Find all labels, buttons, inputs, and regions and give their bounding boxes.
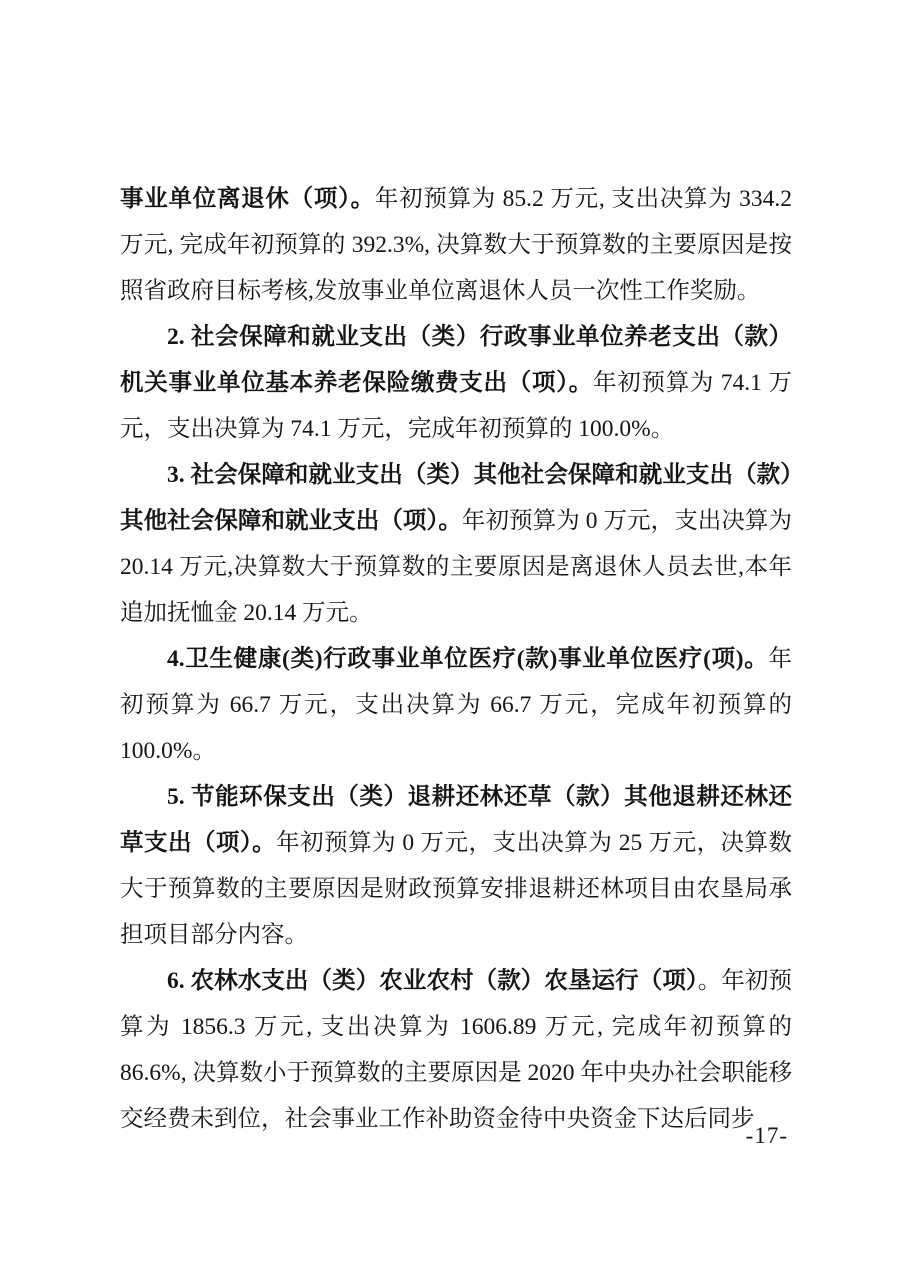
budget-item-paragraph — [120, 176, 792, 314]
item-heading-text: 5. 节能环保支出（类）退耕还林还草（款）其他退耕还林还草支出（项）。 — [120, 784, 792, 856]
item-description-text: 年初预算为 85.2 万元, 支出决算为 334.2 万元, 完成年初预算的 392.3%, 决算数大于预算数的主要原因是按照省政府目标考核,发放事业单位离退休人员一次性工作奖励。 — [120, 186, 793, 304]
item-description-text: 年初预算为 74.1 万元，支出决算为 74.1 万元，完成年初预算的 100.0%。 — [120, 370, 793, 442]
item-heading-text: 6. 农林水支出（类）农业农村（款）农垦运行（项） — [167, 968, 698, 994]
page-number: -17- — [745, 1123, 788, 1148]
item-description-text: 年初预算为 0 万元，支出决算为 25 万元，决算数大于预算数的主要原因是财政预算安排退耕还林项目由农垦局承担项目部分内容。 — [120, 830, 793, 948]
item-heading-text: 事业单位离退休（项）。 — [120, 186, 375, 212]
item-heading-text: 3. 社会保障和就业支出（类）其他社会保障和就业支出（款）其他社会保障和就业支出（项）。 — [120, 462, 792, 534]
budget-item-paragraph — [120, 452, 792, 636]
document-body — [120, 176, 792, 1142]
item-description-text: 年初预算为 0 万元，支出决算为 20.14 万元,决算数大于预算数的主要原因是离退休人员去世,本年追加抚恤金 20.14 万元。 — [120, 508, 793, 626]
budget-item-paragraph — [120, 774, 792, 958]
item-heading-text: 4.卫生健康(类)行政事业单位医疗(款)事业单位医疗(项)。 — [167, 646, 769, 672]
item-description-text: 。年初预算为 1856.3 万元, 支出决算为 1606.89 万元, 完成年初预算的 86.6%, 决算数小于预算数的主要原因是 2020 年中央办社会职能移交经费未到位，社会事业工作补助资金待中央资金下达后同步 — [120, 968, 793, 1132]
budget-item-paragraph — [120, 958, 792, 1142]
budget-item-paragraph — [120, 314, 792, 452]
budget-item-paragraph — [120, 636, 792, 774]
item-description-text: 年初预算为 66.7 万元，支出决算为 66.7 万元，完成年初预算的 100.0%。 — [120, 646, 792, 764]
item-heading-text: 2. 社会保障和就业支出（类）行政事业单位养老支出（款）机关事业单位基本养老保险缴费支出（项）。 — [120, 324, 792, 396]
